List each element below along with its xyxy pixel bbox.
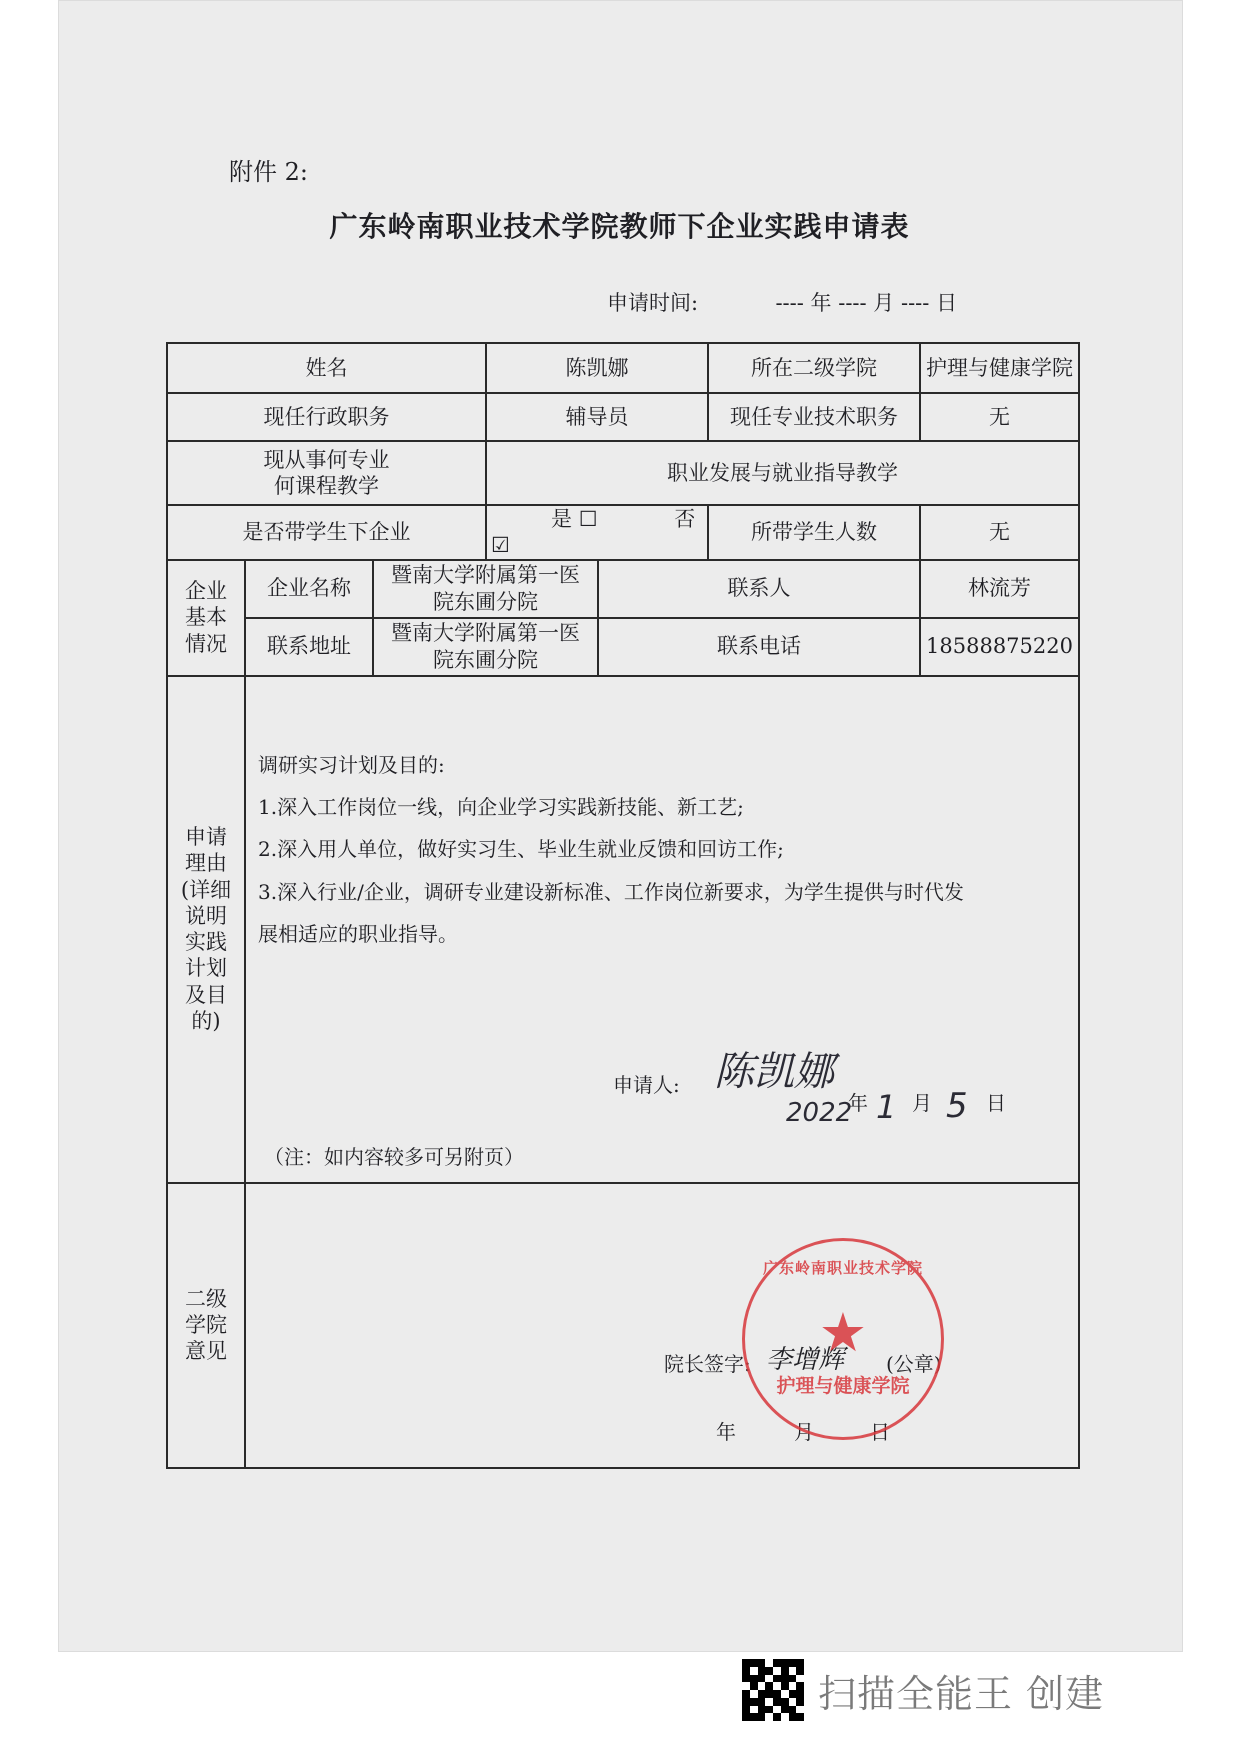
company-name-line-1: 暨南大学附属第一医	[391, 563, 580, 588]
reason-item-2: 2.深入用人单位，做好实习生、毕业生就业反馈和回访工作;	[258, 836, 784, 861]
seal-bottom-text: 护理与健康学院	[776, 1375, 910, 1397]
applicant-signature: 陈凯娜	[714, 1048, 834, 1095]
enterprise-label-2: 基本	[185, 605, 227, 630]
reason-label-2: 理由	[185, 851, 227, 876]
reason-item-3b: 展相适应的职业指导。	[258, 921, 458, 946]
course-label	[167, 441, 486, 505]
opinion-label-3: 意见	[185, 1339, 227, 1364]
applicant-label: 申请人:	[613, 1072, 680, 1097]
application-form	[166, 342, 1080, 1469]
enterprise-section-label	[167, 560, 245, 676]
scanner-footer	[742, 1658, 1104, 1722]
name-value: 陈凯娜	[486, 343, 708, 393]
note-text: （注：如内容较多可另附页）	[264, 1144, 524, 1169]
reason-heading: 调研实习计划及目的:	[258, 752, 445, 777]
dean-sign-label: 院长签字:	[664, 1351, 751, 1376]
seal-star-icon: ★	[818, 1301, 868, 1364]
course-value: 职业发展与就业指导教学	[486, 441, 1079, 505]
reason-label-1: 申请	[185, 825, 227, 849]
address-value	[373, 618, 598, 676]
enterprise-label-1: 企业	[185, 579, 227, 604]
company-name-label: 企业名称	[245, 560, 373, 618]
reason-label-4: 说明	[185, 903, 227, 928]
admin-post-value: 辅导员	[486, 393, 708, 441]
contact-person-label: 联系人	[598, 560, 920, 618]
document-title: 广东岭南职业技术学院教师下企业实践申请表	[329, 210, 910, 243]
college-label: 所在二级学院	[708, 343, 920, 393]
bring-students-options	[486, 505, 708, 560]
opinion-month-char: 月	[794, 1419, 814, 1444]
company-name-line-2: 院东圃分院	[433, 589, 538, 614]
opinion-label-2: 学院	[185, 1312, 227, 1337]
student-count-label: 所带学生人数	[708, 505, 920, 560]
qr-code-icon	[742, 1659, 804, 1721]
signed-day: 5	[946, 1085, 968, 1126]
signed-year: 2022	[786, 1097, 853, 1128]
reason-item-3a: 3.深入行业/企业，调研专业建设新标准、工作岗位新要求，为学生提供与时代发	[258, 879, 964, 904]
dean-signature: 李增辉	[766, 1344, 845, 1375]
year-char: 年	[810, 291, 832, 315]
attachment-label: 附件 2:	[229, 158, 308, 186]
opinion-year-char: 年	[716, 1419, 736, 1444]
reason-label-3: (详细	[180, 877, 232, 902]
signed-month-char: 月	[912, 1090, 932, 1115]
footer-text: 扫描全能王 创建	[818, 1671, 1105, 1716]
day-blank: ----	[900, 291, 930, 315]
reason-content	[245, 676, 1079, 1183]
month-char: 月	[873, 291, 895, 315]
company-name-value	[373, 560, 598, 618]
reason-label-7: 及目	[185, 982, 227, 1007]
contact-person-value: 林流芳	[920, 560, 1079, 618]
name-label: 姓名	[167, 343, 486, 393]
course-label-line-2: 何课程教学	[274, 474, 379, 498]
enterprise-label-3: 情况	[185, 631, 227, 656]
signed-month: 1	[876, 1087, 897, 1126]
college-value: 护理与健康学院	[920, 343, 1079, 393]
application-time-label: 申请时间:	[607, 291, 699, 315]
admin-post-label: 现任行政职务	[167, 393, 486, 441]
tech-post-label: 现任专业技术职务	[708, 393, 920, 441]
tech-post-value: 无	[920, 393, 1079, 441]
no-checkbox[interactable]: 否 ☑	[491, 507, 696, 558]
phone-value: 18588875220	[920, 618, 1079, 676]
seal-note: (公章)	[886, 1351, 942, 1376]
reason-label-6: 计划	[185, 956, 227, 981]
seal-top-text: 广东岭南职业技术学院	[762, 1259, 923, 1277]
student-count-value: 无	[920, 505, 1079, 560]
bring-students-label: 是否带学生下企业	[167, 505, 486, 560]
opinion-day-char: 日	[870, 1419, 890, 1444]
reason-label-8: 的)	[191, 1008, 221, 1033]
month-blank: ----	[838, 291, 867, 315]
address-line-1: 暨南大学附属第一医	[391, 621, 580, 646]
address-line-2: 院东圃分院	[433, 647, 538, 672]
college-opinion-label	[167, 1183, 245, 1468]
yes-checkbox[interactable]: 是 ☐	[551, 507, 598, 531]
phone-label: 联系电话	[598, 618, 920, 676]
year-blank: ----	[775, 291, 804, 315]
reason-section-label	[167, 676, 245, 1183]
day-char: 日	[936, 291, 958, 315]
application-time	[607, 287, 957, 317]
address-label: 联系地址	[245, 618, 373, 676]
reason-label-5: 实践	[185, 930, 227, 954]
signed-day-char: 日	[986, 1090, 1006, 1115]
college-opinion-content	[245, 1183, 1079, 1468]
official-seal	[742, 1238, 944, 1440]
opinion-label-1: 二级	[185, 1286, 227, 1311]
reason-item-1: 1.深入工作岗位一线，向企业学习实践新技能、新工艺;	[258, 794, 744, 819]
signed-year-char: 年	[848, 1090, 868, 1115]
course-label-line-1: 现从事何专业	[263, 447, 390, 472]
